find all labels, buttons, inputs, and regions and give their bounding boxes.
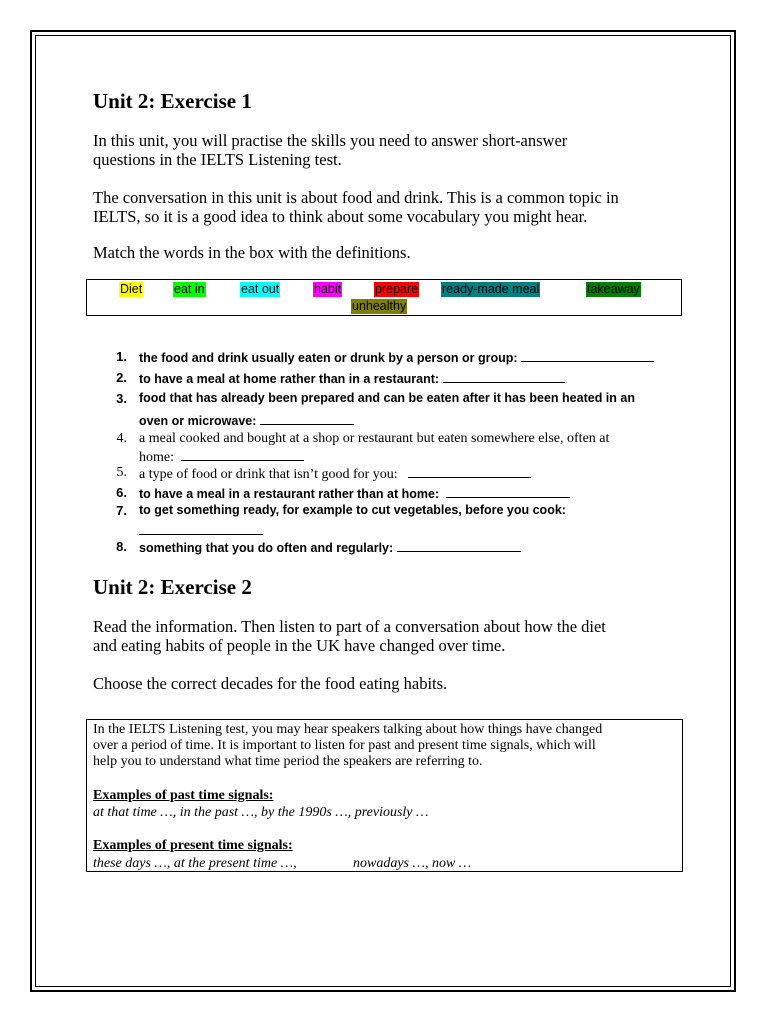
present-signals-heading: Examples of present time signals: (93, 838, 293, 853)
answer-blank[interactable] (521, 349, 654, 362)
definition-4-cont (139, 448, 304, 466)
exercise2-intro-line1: Read the information. Then listen to part of a conversation about how the diet (93, 617, 606, 636)
word-takeaway: takeaway (587, 282, 640, 296)
definition-5 (139, 465, 531, 483)
answer-blank[interactable] (260, 412, 354, 425)
definition-number: 6. (116, 485, 127, 500)
exercise1-topic-line2: IELTS, so it is a good idea to think about some vocabulary you might hear. (93, 207, 588, 226)
exercise1-instruction: Match the words in the box with the definitions. (93, 243, 411, 262)
info-box (86, 719, 683, 872)
word-diet: Diet (120, 282, 143, 296)
answer-blank[interactable] (446, 485, 570, 498)
definition-number: 8. (116, 539, 127, 554)
word-eat-in: eat in (174, 282, 205, 296)
past-signals-examples: at that time …, in the past …, by the 1990s …, previously … (93, 805, 429, 820)
definition-number: 7. (116, 503, 127, 518)
definition-7: to get something ready, for example to cut vegetables, before you cook: (139, 503, 566, 517)
definition-text: home: (139, 450, 174, 465)
definition-number: 2. (116, 370, 127, 385)
definition-text: oven or microwave: (139, 414, 257, 428)
definition-text: the food and drink usually eaten or drunk by a person or group: (139, 351, 518, 365)
definition-8 (139, 539, 521, 555)
answer-blank[interactable] (408, 465, 531, 478)
definition-1 (139, 349, 654, 365)
answer-blank[interactable] (181, 448, 304, 461)
definition-number: 3. (116, 391, 127, 406)
exercise1-title: Unit 2: Exercise 1 (93, 89, 252, 113)
word-eat-out: eat out (241, 282, 280, 296)
definition-text: to have a meal at home rather than in a restaurant: (139, 372, 440, 386)
definition-number: 1. (116, 349, 127, 364)
definition-text: something that you do often and regularly: (139, 541, 394, 555)
definition-2 (139, 370, 565, 386)
definition-3: food that has already been prepared and can be eaten after it has been heated in an (139, 391, 635, 405)
exercise1-intro-line2: questions in the IELTS Listening test. (93, 150, 342, 169)
past-signals-heading: Examples of past time signals: (93, 788, 274, 803)
info-line2: over a period of time. It is important to listen for past and present time signals, which will (93, 738, 596, 753)
answer-blank[interactable] (397, 539, 521, 552)
definition-text: a type of food or drink that isn’t good for you: (139, 467, 398, 482)
definition-number: 5. (116, 465, 127, 480)
exercise2-instruction: Choose the correct decades for the food eating habits. (93, 674, 448, 693)
definition-3-cont (139, 412, 354, 428)
definition-6 (139, 485, 570, 501)
word-ready-made-meal: ready-made meal (442, 282, 540, 296)
answer-blank[interactable] (443, 370, 565, 383)
exercise1-intro-line1: In this unit, you will practise the skills you need to answer short-answer (93, 131, 568, 150)
present-signals-examples-b: nowadays …, now … (353, 856, 472, 871)
present-signals-examples-a: these days …, at the present time …, (93, 856, 297, 871)
definition-text: to have a meal in a restaurant rather than at home: (139, 487, 440, 501)
word-prepare: prepare (375, 282, 419, 296)
word-habit: habit (314, 282, 342, 296)
info-line3: help you to understand what time period the speakers are referring to. (93, 754, 483, 769)
exercise2-title: Unit 2: Exercise 2 (93, 575, 252, 599)
definition-4: a meal cooked and bought at a shop or restaurant but eaten somewhere else, often at (139, 431, 610, 446)
definition-number: 4. (116, 431, 127, 446)
answer-blank[interactable] (139, 522, 263, 535)
exercise2-intro-line2: and eating habits of people in the UK have changed over time. (93, 636, 506, 655)
exercise1-topic-line1: The conversation in this unit is about food and drink. This is a common topic in (93, 188, 619, 207)
word-unhealthy: unhealthy (352, 299, 407, 313)
info-line1: In the IELTS Listening test, you may hear speakers talking about how things have changed (93, 722, 603, 737)
